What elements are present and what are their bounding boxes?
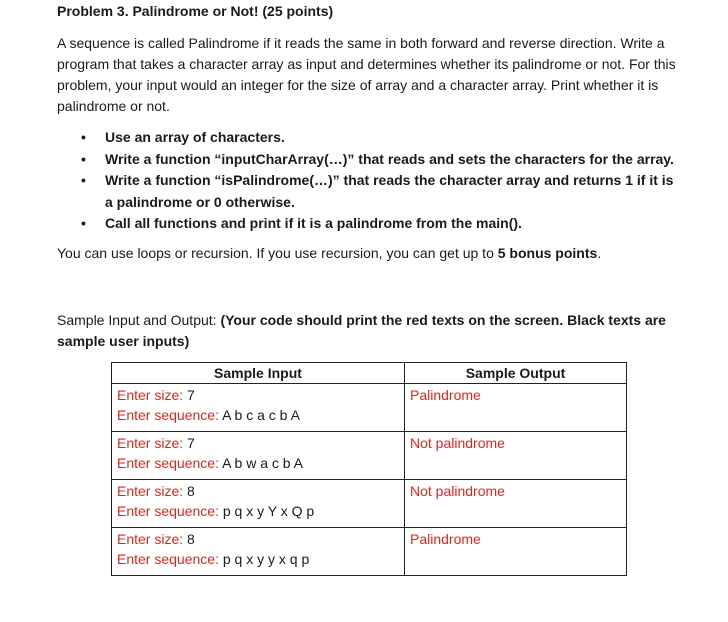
bullet-icon: •: [81, 172, 86, 188]
table-row: [112, 384, 627, 432]
sample-input-cell: Enter size: 7 Enter sequence: A b w a c b A: [112, 432, 405, 480]
bullet-icon: •: [81, 215, 86, 231]
requirement-item: • Write a function “isPalindrome(…)” that reads the character array and returns 1 if it is a palindrome or 0 otherwise.: [81, 172, 674, 210]
table-header-row: [112, 363, 627, 384]
sample-lead: Sample Input and Output: (Your code should print the red texts on the screen. Black texts are sample user inputs): [57, 312, 666, 349]
sample-output-cell: Not palindrome: [405, 480, 627, 528]
requirement-item: • Call all functions and print if it is a palindrome from the main().: [57, 213, 685, 235]
table-row: [112, 528, 627, 576]
table-row: [112, 480, 627, 528]
sample-input-cell: Enter size: 8 Enter sequence: p q x y Y x Q p: [112, 480, 405, 528]
header-sample-output: Sample Output: [405, 363, 627, 384]
bullet-icon: •: [81, 129, 86, 145]
requirement-item: • Use an array of characters.: [57, 127, 685, 149]
sample-input-cell: Enter size: 7 Enter sequence: A b c a c b A: [112, 384, 405, 432]
sample-output-cell: Not palindrome: [405, 432, 627, 480]
sample-input-cell: Enter size: 8 Enter sequence: p q x y y x q p: [112, 528, 405, 576]
sample-io-table: [111, 362, 627, 576]
sample-output-cell: Palindrome: [405, 528, 627, 576]
requirements-list: [57, 127, 685, 235]
sample-output-cell: Palindrome: [405, 384, 627, 432]
problem-title: Problem 3. Palindrome or Not! (25 points): [57, 3, 334, 19]
problem-description: A sequence is called Palindrome if it reads the same in both forward and reverse direction. Write a program that takes a character array as input and determines whether its palindrome or not. For this problem, your input would an integer for the size of array and a character array. Print whether it is palindrome or not.: [57, 35, 676, 114]
recursion-note: You can use loops or recursion. If you use recursion, you can get up to 5 bonus points.: [57, 245, 602, 261]
bullet-icon: •: [81, 150, 86, 167]
table-row: [112, 432, 627, 480]
header-sample-input: Sample Input: [112, 363, 405, 384]
bonus-points: 5 bonus points: [497, 245, 598, 261]
requirement-item: • Write a function “inputCharArray(…)” that reads and sets the characters for the array.: [57, 149, 685, 171]
